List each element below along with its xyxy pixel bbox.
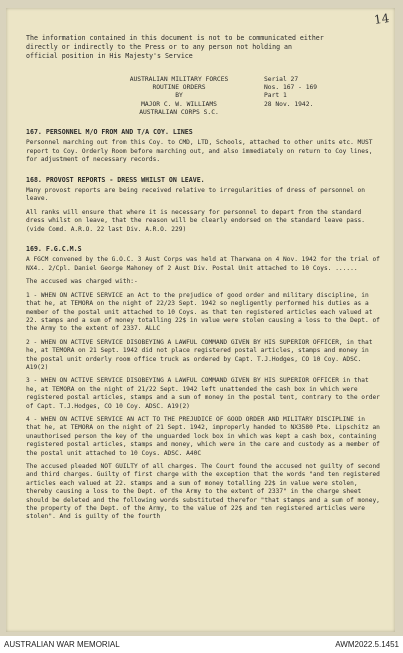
serial-line: Part 1 — [264, 92, 287, 100]
heading-line: AUSTRALIAN CORPS S.C. — [139, 108, 219, 116]
section-paragraph: Personnel marching out from this Coy. to CMD, LTD, Schools, attached to other units etc. MUST report to Coy. Orderly Room before marching out, and also immediately on return to Coy lines, for adjustment of necessary records. — [26, 139, 373, 164]
section-heading: 169. F.G.C.M.S — [26, 245, 82, 254]
orders-body — [26, 128, 380, 527]
confidentiality-notice: The information contained in this document is not to be communicated either directly or indirectly to the Press or to any person not holding an official position in His Majesty's Service — [26, 34, 324, 60]
serial-block — [264, 76, 374, 109]
orders-heading — [104, 76, 254, 117]
charge-paragraph: 1 - WHEN ON ACTIVE SERVICE an Act to the prejudice of good order and military discipline, in that he, at TEMORA on the night of 22/23 Sept. 1942 so negligently performed his duties as a member of the postal unit attached to 10 Coys. as that ten registered articles each valued at 22. stamps and a sum of money totalling 22$ in value were stolen causing a loss to the Dept. of the Army to the extent of 2337. ALLC — [26, 291, 380, 333]
heading-line: AUSTRALIAN MILITARY FORCES — [129, 76, 229, 83]
section-paragraph: All ranks will ensure that where it is necessary for personnel to depart from the standard dress whilst on leave, that the reason will be clearly endorsed on the standard leave pass. (vide Comd. A.R.O. 22 last Div. A.R.O. 229) — [26, 208, 365, 233]
heading-line: MAJOR C. W. WILLIAMS — [141, 100, 217, 108]
charge-paragraph: 4 - WHEN ON ACTIVE SERVICE AN ACT TO THE PREJUDICE OF GOOD ORDER AND MILITARY DISCIPLINE in that he, at TEMORA on the night of 21 Sept. 1942, improperly handed to NX3580 Pte. Lipschitz an unauthorised person the key of the unguarded lock box in which was kept a cash box, containing registered postal articles, stamps and money, which were in the care and custody as a member of the postal unit attached to 10 Coys. ADSC. A40C — [26, 415, 380, 457]
section-heading: 167. PERSONNEL M/O FROM AND T/A COY. LINES — [26, 128, 193, 136]
serial-line: Nos. 167 - 169 — [264, 84, 318, 92]
section-paragraph: A FGCM convened by the G.O.C. 3 Aust Corps was held at Tharwana on 4 Nov. 1942 for the trial of NX4.. 2/Cpl. Daniel George Mahoney of 2 Aust Div. Postal Unit attached to 10 Coys. ...... — [26, 256, 380, 272]
charge-paragraph: 3 - WHEN ON ACTIVE SERVICE DISOBEYING A LAWFUL COMMAND GIVEN BY HIS SUPERIOR OFFICER in that he, at TEMORA on the night of 21/22 Sept. 1942 left unattended the cash box in which were registered postal articles, stamps and a sum of money in the postal tent, contrary to the order of Capt. T.J.Hodges, CO 10 Coy. ADSC. A19(2) — [26, 377, 380, 410]
heading-line: ROUTINE ORDERS — [152, 84, 206, 92]
archive-caption: AUSTRALIAN WAR MEMORIAL — [4, 640, 120, 649]
charge-paragraph: 2 - WHEN ON ACTIVE SERVICE DISOBEYING A LAWFUL COMMAND GIVEN BY HIS SUPERIOR OFFICER, in that he, at TEMORA on 21 Sept. 1942 did not place registered postal articles, stamps and money in the postal unit orderly room office truck as ordered by Capt. T.J.Hodges, CO 10 Coy. ADSC. A19(2) — [26, 338, 373, 371]
section-paragraph: The accused was charged with:- — [26, 278, 138, 286]
serial-line: 28 Nov. 1942. — [264, 100, 314, 108]
corner-page-mark: 14 — [372, 11, 390, 27]
section-heading: 168. PROVOST REPORTS - DRESS WHILST ON LEAVE. — [26, 175, 205, 184]
section-paragraph: Many provost reports are being received relative to irregularities of dress of personnel on leave. — [26, 187, 365, 203]
accession-number: AWM2022.5.1451 — [335, 640, 399, 649]
document-page — [6, 8, 395, 632]
heading-line: BY — [175, 92, 183, 100]
serial-line: Serial 27 — [264, 76, 299, 83]
finding-paragraph: The accused pleaded NOT GUILTY of all charges. The Court found the accused not guilty of second and third charges. Guilty of first charge with the exception that the words "and ten registered articles each valued at 22. stamps and a sum of money totalling 22$ in value were stolen, thereby causing a loss to the Dept. of the Army to the extent of 2337" in the charge sheet should be deleted and the following words substituted therefor "that stamps and a sum of money, the property of the Dept. of the Army, to the value of 22$ and ten registered articles were stolen". And is guilty of the fourth — [26, 463, 380, 521]
